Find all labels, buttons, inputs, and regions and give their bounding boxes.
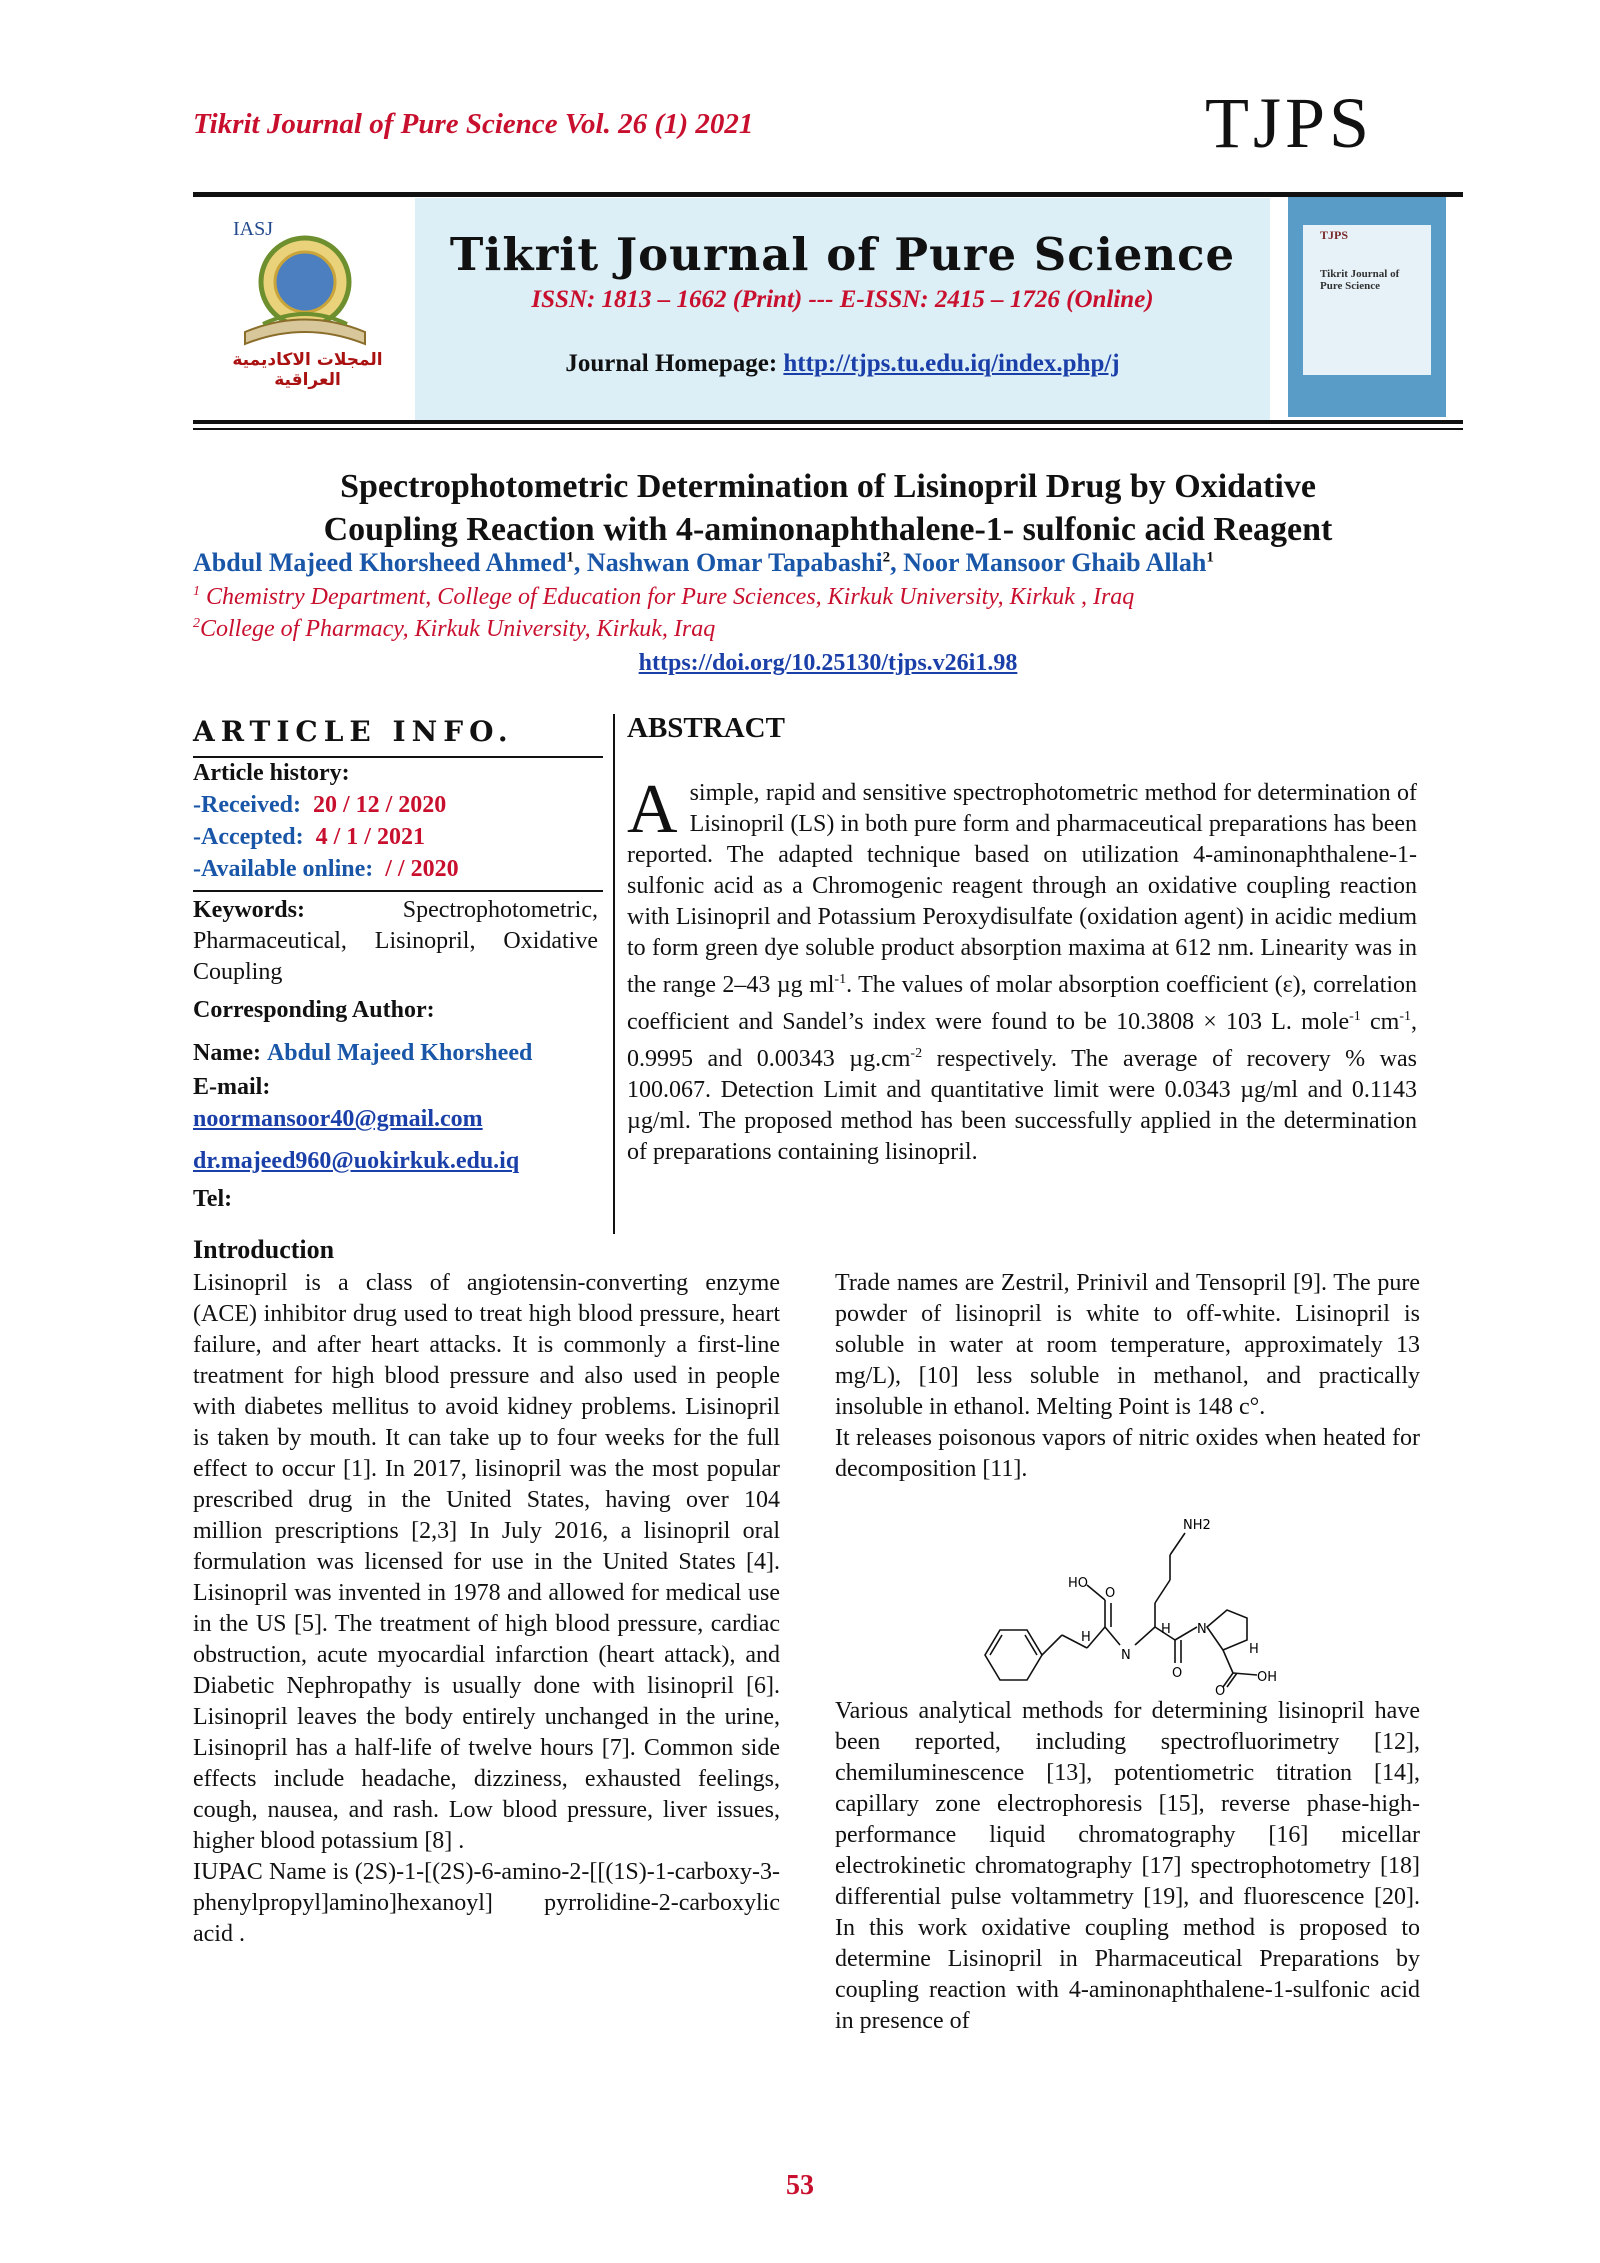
abstract-text: Asimple, rapid and sensitive spectrophotometric method for determination of Lisinopril (LS) in both pure form and pharmaceutical preparations has been reported. The adapted technique based on utilization 4-aminonaphthalene-1-sulfonic acid as a Chromogenic reagent through an oxidative coupling reaction with Lisinopril and Potassium Peroxydisulfate (oxidation agent) in acidic medium to form green dye soluble product absorption maxima at 612 nm. Linearity was in the range 2–43 µg $ml^{-1}$. The values of molar absorption coefficient (ε), correlation coefficient and Sandel’s index were found to be 10.3808 × 103 L. mole$^{-1}$ $cm^{-1}$, 0.9995 and 0.00343 $\mu g.cm^{-2}$ respectively. The average of recovery % was 100.067. Detection Limit and quantitative limit were 0.0343 µg/ml and 0.1143 µg/ml. The proposed method has been successfully applied in the determination of preparations containing lisinopril.	[627, 771, 1418, 1165]
intro-paragraph-methods: Various analytical methods for determining lisinopril have been reported, including spectrofluorimetry [12], chemiluminescence [13], potentiometric titration [14], capillary zone electrophoresis [15], reverse phase-high-performance liquid chromatography [16] micellar electrokinetic chromatography [17] spectrophotometry [18] differential pulse voltammetry [19], and fluorescence [20]. In this work oxidative coupling method is proposed to determine Lisinopril in Pharmaceutical Preparations by coupling reaction with 4-aminonaphthalene-1-sulfonic acid in presence of	[835, 1698, 1420, 2034]
page-number: 53	[786, 2170, 814, 2201]
label-o-3: O	[1215, 1684, 1226, 1695]
banner-rule-thin	[193, 428, 1463, 430]
intro-paragraph-1: Lisinopril is a class of angiotensin-converting enzyme (ACE) inhibitor drug used to treat high blood pressure, heart failure, and after heart attacks. It is commonly a first-line treatment for high blood pressure and also used in people with diabetes mellitus to avoid kidney problems. Lisinopril is taken by mouth. It can take up to four weeks for the full effect to occur [1]. In 2017, lisinopril was the most popular prescribed drug in the United States, having over 104 million prescriptions [2,3] In July 2016, a lisinopril oral formulation was licensed for use in the United States [4]. Lisinopril was invented in 1978 and allowed for medical use in the US [5]. The treatment of high blood pressure, cardiac obstruction, acute myocardial infarction (heart attack), and Diabetic Nephropathy is usually done with lisinopril [6]. Lisinopril leaves the body entirely unchanged in the urine, Lisinopril has a half-life of twelve hours [7]. Common side effects include headache, dizziness, exhausted feelings, cough, nausea, and rash. Low blood pressure, liver issues, higher blood potassium [8] .	[193, 1270, 780, 1854]
introduction-right-column-bottom	[835, 1696, 1420, 2037]
journal-name: Tikrit Journal of Pure Science	[449, 228, 1236, 281]
paper-title-line-1: Spectrophotometric Determination of Lisinopril Drug by Oxidative	[340, 468, 1316, 505]
iasj-label: IASJ	[233, 218, 274, 240]
author-2: Nashwan Omar Tapabashi	[586, 548, 883, 577]
article-info-heading: ARTICLE INFO.	[193, 715, 514, 748]
intro-paragraph-vapors: It releases poisonous vapors of nitric oxides when heated for decomposition [11].	[835, 1425, 1420, 1482]
affiliation-1: $^1$ Chemistry Department, College of Education for Pure Sciences, Kirkuk University, Kirkuk , Iraq	[193, 584, 1135, 610]
received-date: -Received: 20 / 12 / 2020	[193, 792, 447, 818]
doi-link[interactable]: https://doi.org/10.25130/tjps.v26i1.98	[638, 650, 1018, 676]
doi	[193, 650, 1463, 677]
journal-short-name: TJPS	[1205, 83, 1374, 163]
homepage-label: Journal Homepage:	[565, 350, 784, 377]
email-label: E-mail:	[193, 1074, 271, 1100]
paper-title	[193, 465, 1463, 551]
author-3: Noor Mansoor Ghaib Allah	[903, 548, 1207, 577]
label-o-2: O	[1172, 1666, 1183, 1681]
lisinopril-structure-diagram	[965, 1515, 1295, 1695]
keywords: Keywords: Spectrophotometric, Pharmaceutical, Lisinopril, Oxidative Coupling	[193, 897, 598, 985]
accepted-date: -Accepted: 4 / 1 / 2021	[193, 824, 425, 850]
label-oh: OH	[1257, 1670, 1278, 1685]
article-info-rule	[193, 756, 603, 758]
column-divider	[613, 714, 615, 1234]
banner-rule-thick	[193, 420, 1463, 424]
introduction-left-column	[193, 1268, 780, 1950]
cover-short-name: TJPS	[1320, 228, 1349, 242]
label-n-ring: N	[1197, 1622, 1207, 1637]
affiliation-2: $^2$College of Pharmacy, Kirkuk University, Kirkuk, Iraq	[193, 616, 716, 642]
label-h-3: H	[1249, 1642, 1259, 1657]
introduction-heading: Introduction	[193, 1235, 335, 1264]
cover-title: Tikrit Journal of Pure Science	[1320, 268, 1400, 292]
label-h-2: H	[1161, 1622, 1171, 1637]
running-title: Tikrit Journal of Pure Science Vol. 26 (1) 2021	[193, 108, 754, 140]
intro-paragraph-iupac: IUPAC Name is (2S)-1-[(2S)-6-amino-2-[[(1S)-1-carboxy-3-phenylpropyl]amino]hexanoyl] pyrrolidine-2-carboxylic acid .	[193, 1859, 780, 1947]
email-link-2[interactable]: dr.majeed960@uokirkuk.edu.iq	[193, 1148, 520, 1174]
corresponding-author-label: Corresponding Author:	[193, 997, 435, 1023]
abstract-dropcap: A	[627, 771, 678, 848]
label-ho: HO	[1068, 1576, 1089, 1591]
label-h-1: H	[1081, 1630, 1091, 1645]
email-1	[193, 1106, 603, 1133]
email-2	[193, 1148, 603, 1175]
introduction-right-column-top	[835, 1268, 1420, 1485]
label-o-1: O	[1105, 1586, 1116, 1601]
tel-label: Tel:	[193, 1186, 233, 1212]
abstract-heading: ABSTRACT	[627, 712, 785, 744]
paper-title-line-2: Coupling Reaction with 4-aminonaphthalene-1- sulfonic acid Reagent	[323, 511, 1333, 548]
author-1: Abdul Majeed Khorsheed Ahmed	[193, 548, 567, 577]
issn-line: ISSN: 1813 – 1662 (Print) --- E-ISSN: 2415 – 1726 (Online)	[531, 286, 1154, 313]
email-link-1[interactable]: noormansoor40@gmail.com	[193, 1106, 483, 1132]
label-n-amine: N	[1121, 1648, 1131, 1663]
intro-paragraph-trade-names: Trade names are Zestril, Prinivil and Tensopril [9]. The pure powder of lisinopril is white to off-white. Lisinopril is soluble in water at room temperature, approximately 13 mg/L), [10] less soluble in methanol, and practically insoluble in ethanol. Melting Point is 148 c°.	[835, 1270, 1420, 1420]
corresponding-name: Name: Abdul Majeed Khorsheed	[193, 1040, 533, 1066]
homepage-link[interactable]: http://tjps.tu.edu.iq/index.php/j	[783, 350, 1120, 377]
iasj-arabic-label: المجلات الاكاديمية العراقية	[232, 350, 383, 390]
author-list: Abdul Majeed Khorsheed Ahmed$^1$, Nashwan Omar Tapabashi$^2$, Noor Mansoor Ghaib Allah$^1$	[193, 548, 1214, 577]
article-history-label: Article history:	[193, 760, 350, 786]
journal-homepage	[415, 350, 1270, 378]
journal-cover-inner	[1303, 225, 1431, 375]
label-nh2: NH2	[1183, 1518, 1211, 1533]
keywords-rule	[193, 890, 603, 892]
available-online-date: -Available online: / / 2020	[193, 856, 459, 882]
